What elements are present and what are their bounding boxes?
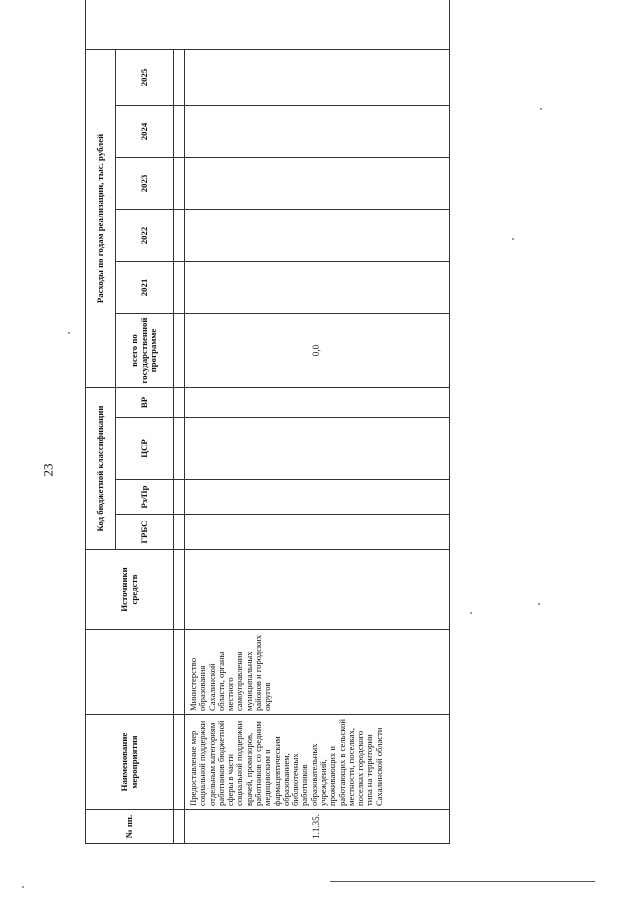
rotated-table-frame: [85, 54, 450, 844]
spacer-cell: [174, 49, 185, 105]
header-year-2023: 2023: [116, 158, 174, 210]
spacer-cell: [174, 550, 185, 630]
header-executor: [86, 630, 174, 715]
scan-dot: [22, 886, 24, 888]
header-csr: ЦСР: [116, 418, 174, 480]
header-expenses: Расходы по годам реализации, тыс. рублей: [86, 49, 116, 387]
header-vr: ВР: [116, 388, 174, 418]
scan-dot: [538, 603, 540, 605]
row-rz-pr: [185, 480, 450, 515]
row-executor: Министерство образования Сахалинской области, органы местного самоуправления муниципальных районов и городских округов: [185, 630, 450, 715]
scan-dot: [512, 238, 514, 240]
spacer-cell: [174, 810, 185, 844]
row-vr: [185, 388, 450, 418]
rotated-table-content: [85, 54, 450, 844]
right-margin-cell: [86, 0, 450, 49]
spacer-cell: [174, 210, 185, 262]
row-name: Предоставление мер социальной поддержки отдельным категориям работников бюджетной сферы в части социальной поддержки врачей, провизоров, работников со средним медицинским и фармацевтическим образованием, библиотечных работников образовательных учреждений, проживающих и работающих в сельской местности, поселках, поселках городского типа на территории Сахалинской области: [185, 715, 450, 810]
spacer-cell: [174, 630, 185, 715]
spacer-cell: [174, 515, 185, 550]
row-year-2023: [185, 158, 450, 210]
spacer-cell: [174, 388, 185, 418]
spacer-cell: [174, 158, 185, 210]
spacer-cell: [174, 314, 185, 388]
row-number: 1.1.35.: [185, 810, 450, 844]
header-sources: Источники средств: [86, 550, 174, 630]
header-year-2024: 2024: [116, 106, 174, 158]
row-sources: [185, 550, 450, 630]
header-rz-pr: Рз/Пр: [116, 480, 174, 515]
spacer-cell: [174, 715, 185, 810]
scan-dot: [470, 612, 472, 614]
header-budget-code: Код бюджетной классификации: [86, 388, 116, 550]
header-total: всего по государственной программе: [116, 314, 174, 388]
header-year-2021: 2021: [116, 262, 174, 314]
row-year-2021: [185, 262, 450, 314]
header-name: Наименование мероприятия: [86, 715, 174, 810]
row-total: 0,0: [185, 314, 450, 388]
row-grbs: [185, 515, 450, 550]
row-year-2022: [185, 210, 450, 262]
scan-dot: [540, 108, 542, 110]
scan-edge-line: [330, 881, 595, 882]
row-year-2024: [185, 106, 450, 158]
budget-table: [85, 0, 450, 844]
header-year-2022: 2022: [116, 210, 174, 262]
spacer-cell: [174, 262, 185, 314]
spacer-cell: [174, 480, 185, 515]
row-csr: [185, 418, 450, 480]
page-number: 23: [40, 463, 56, 477]
spacer-cell: [174, 106, 185, 158]
spacer-cell: [174, 418, 185, 480]
header-num: № пп.: [86, 810, 174, 844]
header-grbs: ГРБС: [116, 515, 174, 550]
row-year-2025: [185, 49, 450, 105]
scan-dot: [68, 332, 70, 334]
header-year-2025: 2025: [116, 49, 174, 105]
